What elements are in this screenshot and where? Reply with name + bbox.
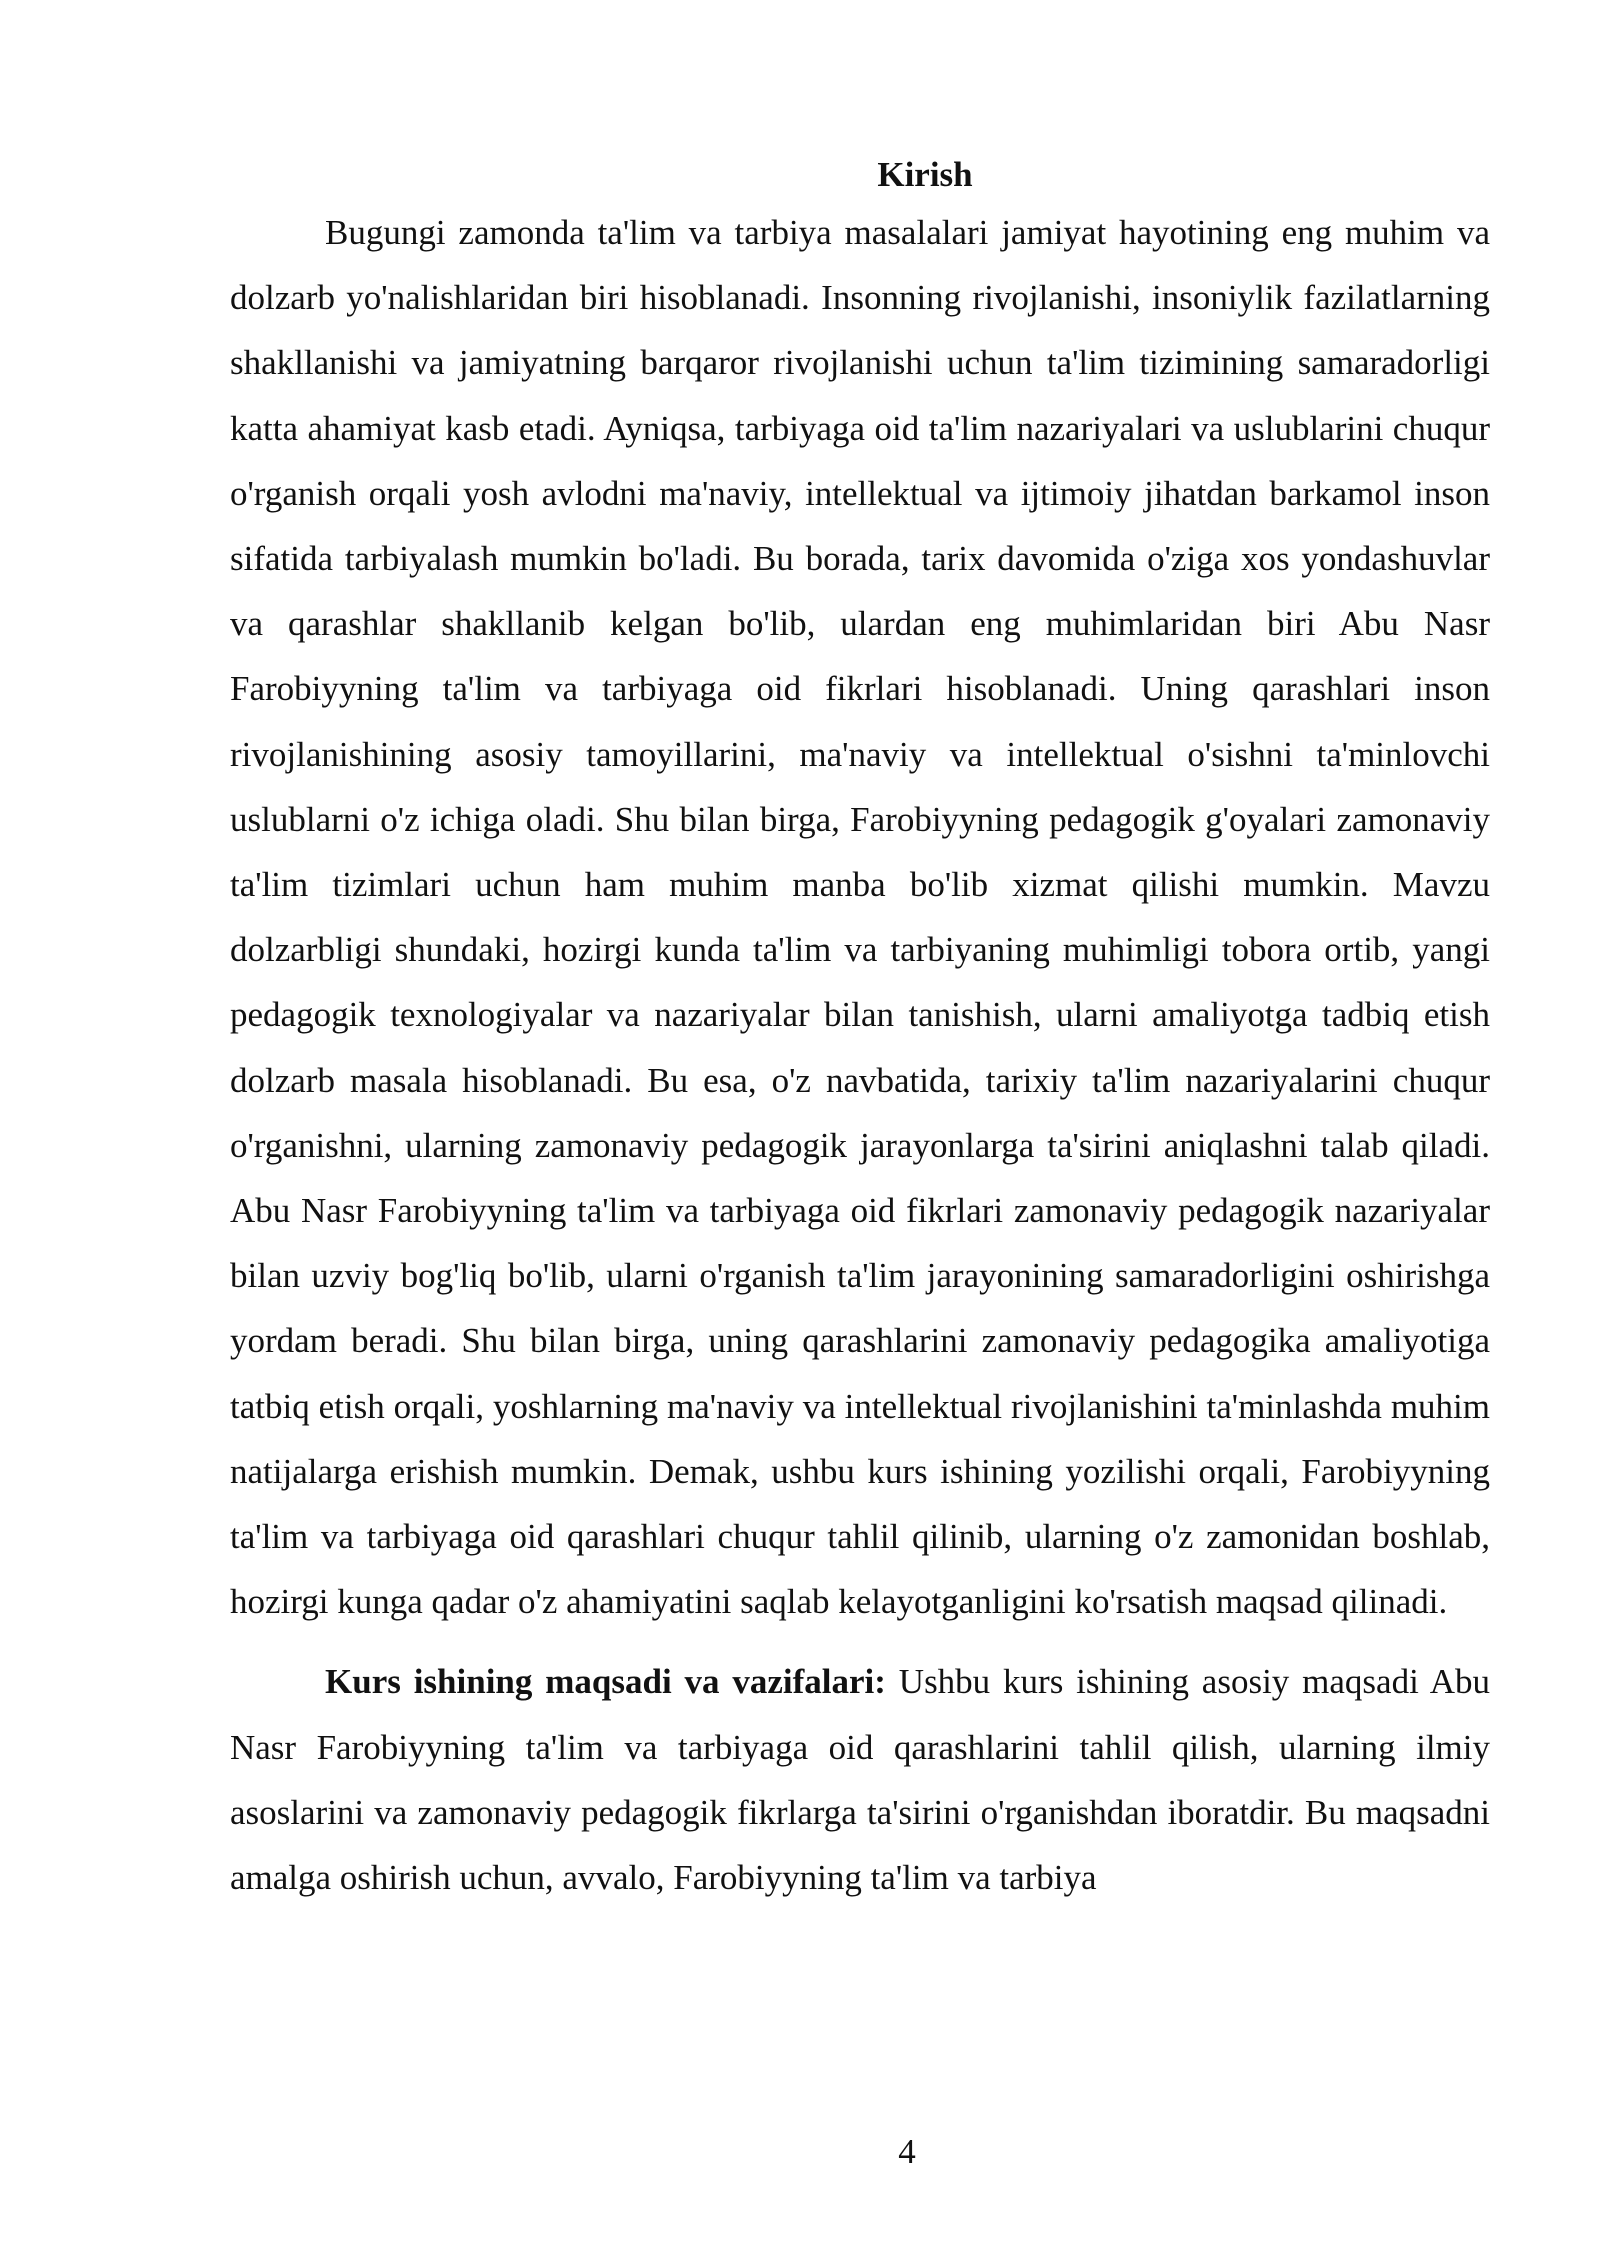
- paragraph-text: Ushbu kurs ishining asosiy maqsadi Abu Nasr Farobiyyning ta'lim va tarbiyaga oid qarashlarini tahlil qilish, ularning ilmiy asoslarini va zamonaviy pedagogik fikrlarga ta'sirini o'rganishdan iboratdir. Bu maqsadni amalga oshirish uchun, avvalo, Farobiyyning ta'lim va tarbiya: [230, 1662, 1490, 1898]
- paragraph-lead: Kurs ishining maqsadi va vazifalari:: [325, 1662, 886, 1702]
- goals-paragraph: [230, 1649, 1490, 1910]
- page-number: 4: [898, 2132, 916, 2171]
- paragraph-text: Bugungi zamonda ta'lim va tarbiya masalalari jamiyat hayotining eng muhim va dolzarb yo'nalishlaridan biri hisoblanadi. Insonning rivojlanishi, insoniylik fazilatlarning shakllanishi va jamiyatning barqaror rivojlanishi uchun ta'lim tizimining samaradorligi katta ahamiyat kasb etadi. Ayniqsa, tarbiyaga oid ta'lim nazariyalari va uslublarini chuqur o'rganish orqali yosh avlodni ma'naviy, intellektual va ijtimoiy jihatdan barkamol inson sifatida tarbiyalash mumkin bo'ladi. Bu borada, tarix davomida o'ziga xos yondashuvlar va qarashlar shakllanib kelgan bo'lib, ulardan eng muhimlaridan biri Abu Nasr Farobiyyning ta'lim va tarbiyaga oid fikrlari hisoblanadi. Uning qarashlari inson rivojlanishining asosiy tamoyillarini, ma'naviy va intellektual o'sishni ta'minlovchi uslublarni o'z ichiga oladi. Shu bilan birga, Farobiyyning pedagogik g'oyalari zamonaviy ta'lim tizimlari uchun ham muhim manba bo'lib xizmat qilishi mumkin. Mavzu dolzarbligi shundaki, hozirgi kunda ta'lim va tarbiyaning muhimligi tobora ortib, yangi pedagogik texnologiyalar va nazariyalar bilan tanishish, ularni amaliyotga tadbiq etish dolzarb masala hisoblanadi. Bu esa, o'z navbatida, tarixiy ta'lim nazariyalarini chuqur o'rganishni, ularning zamonaviy pedagogik jarayonlarga ta'sirini aniqlashni talab qiladi. Abu Nasr Farobiyyning ta'lim va tarbiyaga oid fikrlari zamonaviy pedagogik nazariyalar bilan uzviy bog'liq bo'lib, ularni o'rganish ta'lim jarayonining samaradorligini oshirishga yordam beradi. Shu bilan birga, uning qarashlarini zamonaviy pedagogika amaliyotiga tatbiq etish orqali, yoshlarning ma'naviy va intellektual rivojlanishini ta'minlashda muhim natijalarga erishish mumkin. Demak, ushbu kurs ishining yozilishi orqali, Farobiyyning ta'lim va tarbiyaga oid qarashlari chuqur tahlil qilinib, ularning o'z zamonidan boshlab, hozirgi kunga qadar o'z ahamiyatini saqlab kelayotganligini ko'rsatish maqsad qilinadi.: [230, 213, 1490, 1622]
- page-content: [230, 150, 1490, 1910]
- intro-paragraph: [230, 200, 1490, 1634]
- section-title: Kirish: [877, 155, 973, 194]
